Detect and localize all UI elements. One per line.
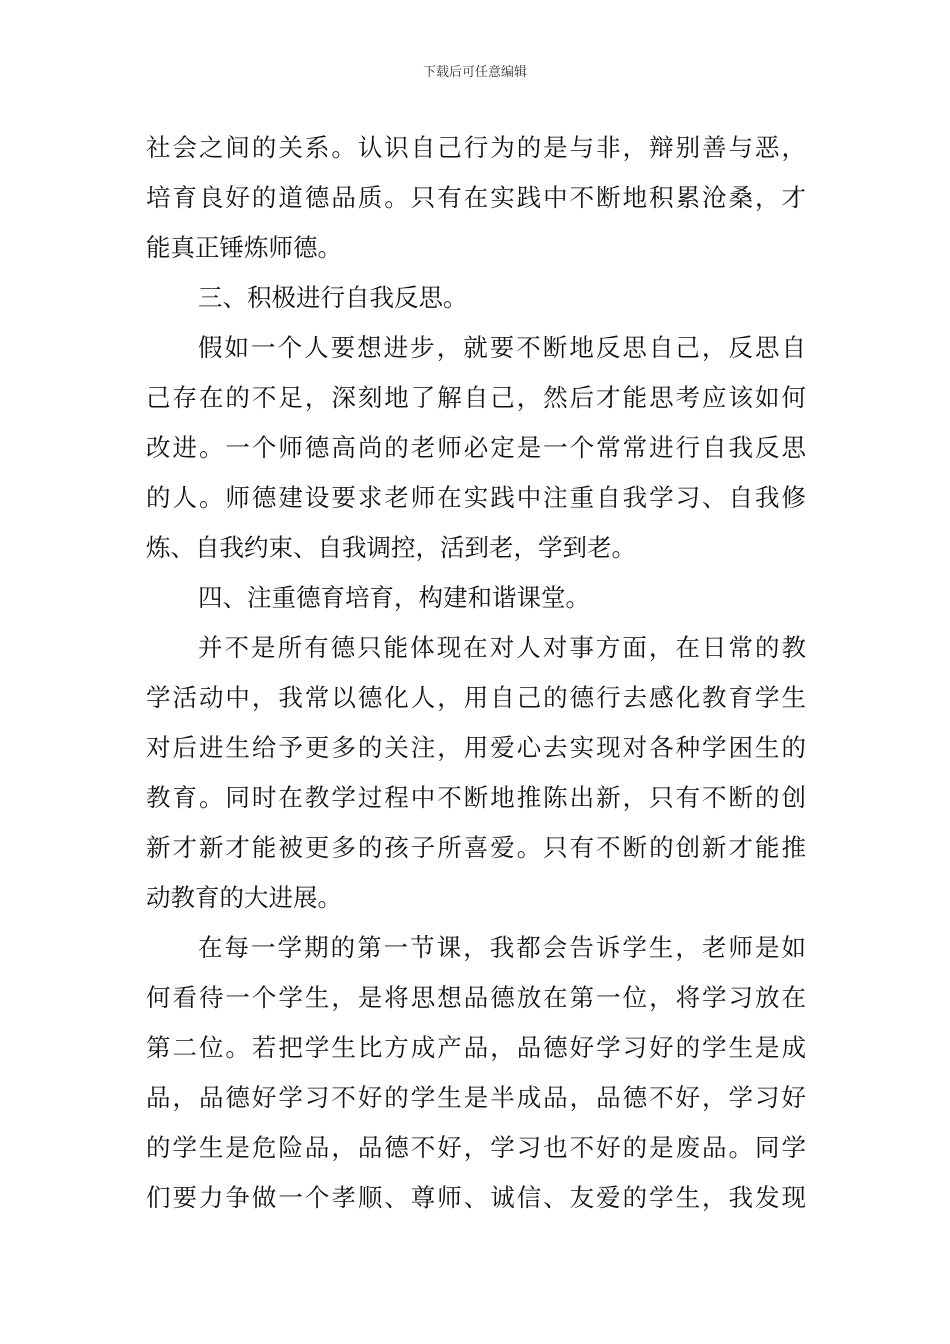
- text-line: 们要力争做一个孝顺、尊师、诚信、友爱的学生，我发现: [146, 1183, 806, 1212]
- text-line: 的学生是危险品，品德不好，学习也不好的是废品。同学: [146, 1133, 806, 1162]
- text-line: 己存在的不足，深刻地了解自己，然后才能思考应该如何: [146, 383, 806, 412]
- text-line: 在每一学期的第一节课，我都会告诉学生，老师是如: [198, 933, 806, 962]
- text-line: 并不是所有德只能体现在对人对事方面，在日常的教: [198, 633, 806, 662]
- section-heading: 三、积极进行自我反思。: [198, 283, 468, 312]
- text-line: 对后进生给予更多的关注，用爱心去实现对各种学困生的: [146, 733, 806, 762]
- document-body: [146, 123, 806, 1223]
- text-line: 新才新才能被更多的孩子所喜爱。只有不断的创新才能推: [146, 833, 806, 862]
- text-line: 炼、自我约束、自我调控，活到老，学到老。: [146, 533, 636, 562]
- text-line: 社会之间的关系。认识自己行为的是与非，辩别善与恶，: [146, 133, 806, 162]
- text-line: 学活动中，我常以德化人，用自己的德行去感化教育学生: [146, 683, 806, 712]
- text-line: 何看待一个学生，是将思想品德放在第一位，将学习放在: [146, 983, 806, 1012]
- text-line: 改进。一个师德高尚的老师必定是一个常常进行自我反思: [146, 433, 806, 462]
- text-line: 能真正锤炼师德。: [146, 233, 342, 262]
- text-line: 假如一个人要想进步，就要不断地反思自己，反思自: [198, 333, 806, 362]
- text-line: 的人。师德建设要求老师在实践中注重自我学习、自我修: [146, 483, 806, 512]
- text-line: 品，品德好学习不好的学生是半成品，品德不好，学习好: [146, 1083, 806, 1112]
- text-line: 教育。同时在教学过程中不断地推陈出新，只有不断的创: [146, 783, 806, 812]
- section-heading: 四、注重德育培育，构建和谐课堂。: [198, 583, 590, 612]
- text-line: 第二位。若把学生比方成产品，品德好学习好的学生是成: [146, 1033, 806, 1062]
- text-line: 培育良好的道德品质。只有在实践中不断地积累沧桑，才: [146, 183, 806, 212]
- page-header: 下载后可任意编辑: [422, 65, 527, 80]
- text-line: 动教育的大进展。: [146, 883, 342, 912]
